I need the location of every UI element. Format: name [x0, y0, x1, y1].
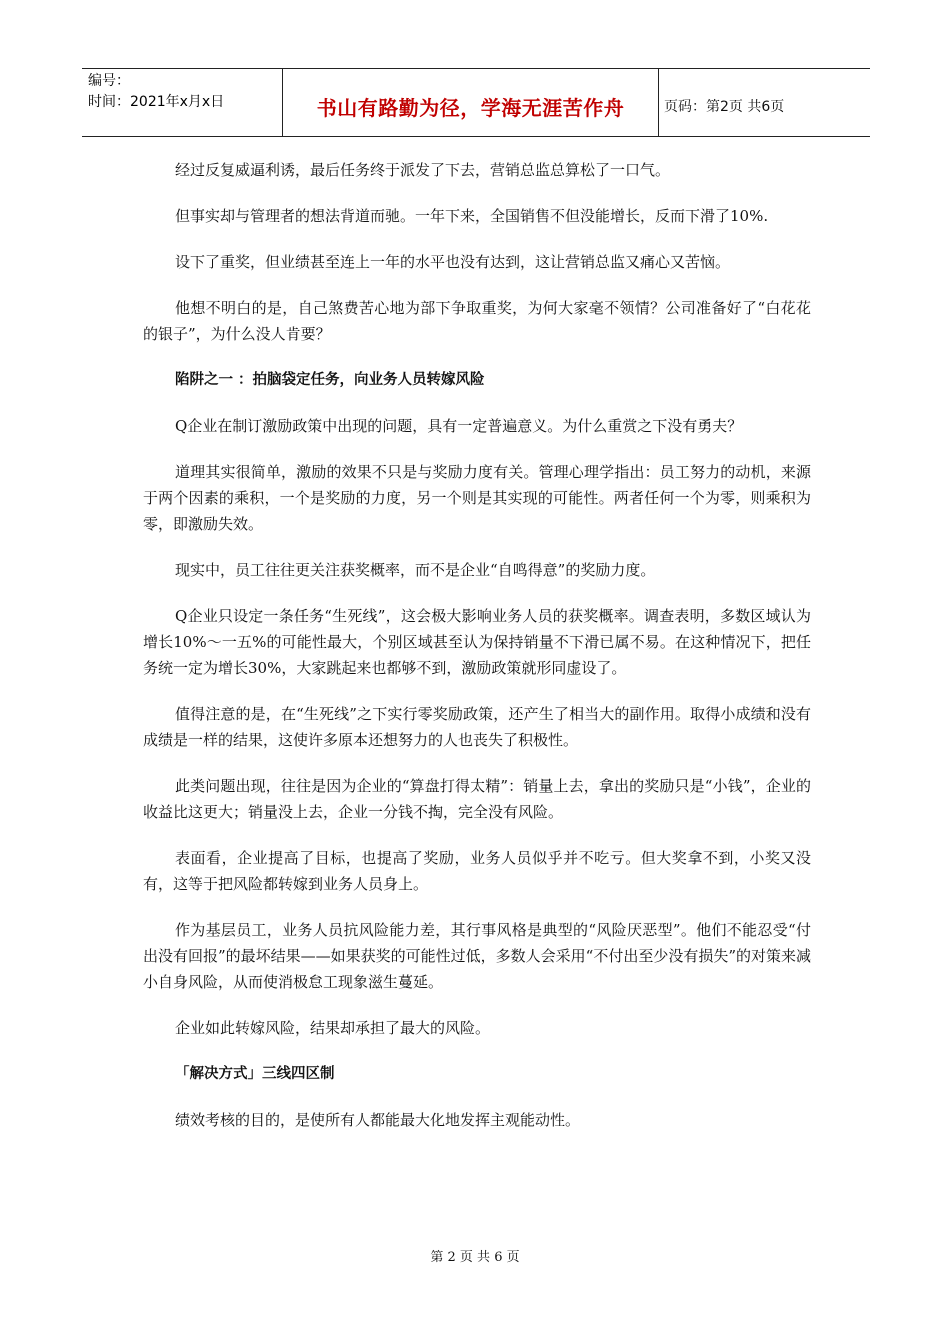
- paragraph: 但事实却与管理者的想法背道而驰。一年下来，全国销售不但没能增长，反而下滑了10%.: [175, 207, 769, 225]
- paragraph: 此类问题出现，往往是因为企业的“算盘打得太精”：销量上去，拿出的奖励只是“小钱”，企业的收益比这更大；销量没上去，企业一分钱不掏，完全没有风险。: [143, 777, 811, 821]
- paragraph: 作为基层员工，业务人员抗风险能力差，其行事风格是典型的“风险厌恶型”。他们不能忍受“付出没有回报”的最坏结果——如果获奖的可能性过低，多数人会采用“不付出至少没有损失”的对策来减小自身风险，从而使消极怠工现象滋生蔓延。: [143, 921, 812, 991]
- paragraph: 他想不明白的是，自己煞费苦心地为部下争取重奖，为何大家毫不领情？公司准备好了“白花花的银子”，为什么没人肯要？: [143, 299, 811, 343]
- paragraph: Q企业在制订激励政策中出现的问题，具有一定普遍意义。为什么重赏之下没有勇夫？: [175, 417, 743, 435]
- paragraph: 表面看，企业提高了目标，也提高了奖励，业务人员似乎并不吃亏。但大奖拿不到，小奖又没有，这等于把风险都转嫁到业务人员身上。: [143, 849, 811, 893]
- document-body: [143, 157, 811, 1153]
- paragraph: 设下了重奖，但业绩甚至连上一年的水平也没有达到，这让营销总监又痛心又苦恼。: [175, 253, 731, 271]
- paragraph: 现实中，员工往往更关注获奖概率，而不是企业“自鸣得意”的奖励力度。: [175, 561, 656, 579]
- code-label: 编号：: [88, 73, 130, 89]
- section-heading: 陷阱之一 ：拍脑袋定任务，向业务人员转嫁风险: [175, 372, 485, 388]
- paragraph: 道理其实很简单，激励的效果不只是与奖励力度有关。管理心理学指出：员工努力的动机，来源于两个因素的乘积，一个是奖励的力度，另一个则是其实现的可能性。两者任何一个为零，则乘积为零，即激励失效。: [143, 463, 811, 533]
- date-label: 时间：2021年x月x日: [88, 94, 225, 110]
- paragraph: 经过反复威逼利诱，最后任务终于派发了下去，营销总监总算松了一口气。: [175, 161, 671, 179]
- page-footer: 第 2 页 共 6 页: [430, 1250, 520, 1265]
- header-meta: [82, 69, 283, 136]
- paragraph: 值得注意的是，在“生死线”之下实行零奖励政策，还产生了相当大的副作用。取得小成绩和没有成绩是一样的结果，这使许多原本还想努力的人也丧失了积极性。: [143, 705, 811, 749]
- header-page-info: 页码：第2页 共6页: [664, 98, 785, 115]
- section-heading: 「解决方式」三线四区制: [175, 1066, 335, 1082]
- paragraph: 企业如此转嫁风险，结果却承担了最大的风险。: [175, 1019, 491, 1037]
- header-motto: 书山有路勤为径，学海无涯苦作舟: [316, 96, 625, 120]
- page-header: [82, 68, 870, 137]
- paragraph: 绩效考核的目的，是使所有人都能最大化地发挥主观能动性。: [175, 1111, 581, 1129]
- header-motto-cell: [283, 69, 659, 136]
- paragraph: Q企业只设定一条任务“生死线”，这会极大影响业务人员的获奖概率。调查表明，多数区域认为增长10%～一五%的可能性最大，个别区域甚至认为保持销量不下滑已属不易。在这种情况下，把任务统一定为增长30%，大家跳起来也都够不到，激励政策就形同虚设了。: [143, 607, 811, 677]
- header-page-info-cell: [659, 69, 870, 136]
